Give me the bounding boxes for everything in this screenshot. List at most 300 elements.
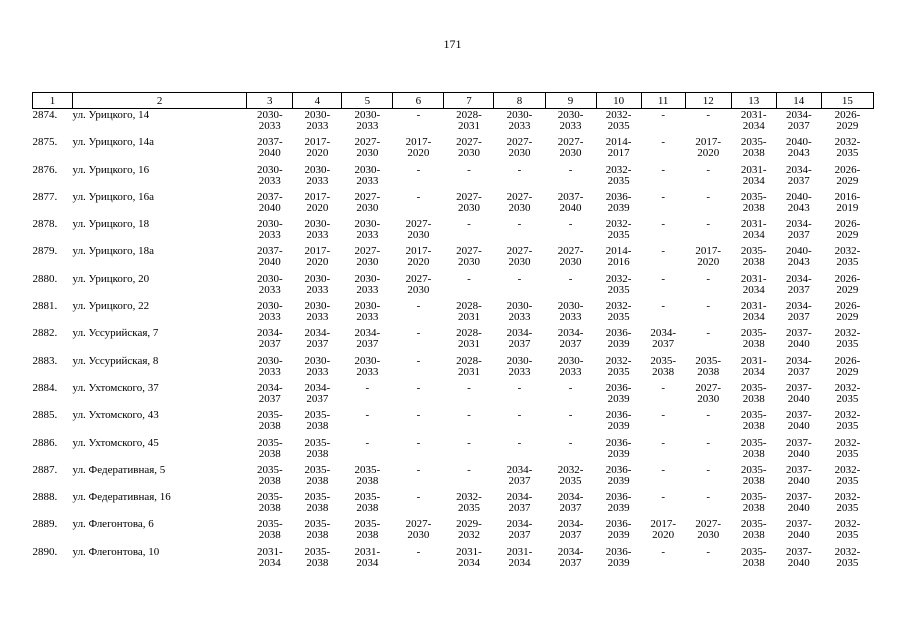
period-value: 2037- 2040 [256,245,283,269]
period-cell [731,546,776,573]
period-cell [247,191,293,218]
row-address: ул. Ухтомского, 37 [72,381,159,394]
period-value: 2031- 2034 [740,109,767,132]
period-cell [545,491,596,518]
period-cell [596,245,641,272]
period-value: 2027- 2030 [405,218,432,242]
period-value: 2032- 2035 [834,491,861,515]
period-value: 2016- 2019 [834,190,861,214]
row-address: ул. Ухтомского, 43 [72,409,159,422]
period-cell [821,245,873,272]
row-address: ул. Флегонтова, 10 [72,545,160,558]
period-value: 2036- 2039 [605,381,632,405]
period-cell [596,355,641,382]
period-value: 2030- 2033 [256,163,283,187]
column-header: 10 [596,93,641,109]
period-cell [821,437,873,464]
period-value: 2030- 2033 [304,218,331,242]
period-cell [821,409,873,436]
row-address: ул. Флегонтова, 6 [72,518,154,531]
period-cell [494,437,545,464]
period-cell [494,164,545,191]
period-value: 2030- 2033 [256,272,283,296]
period-value: 2034- 2037 [557,491,584,515]
period-cell [685,218,731,245]
period-value: - [467,463,471,476]
period-cell [393,136,444,163]
period-cell [545,164,596,191]
column-header: 1 [33,93,73,109]
period-cell [821,518,873,545]
period-value: - [416,109,421,121]
period-value: 2032- 2035 [834,327,861,351]
period-value: 2035- 2038 [354,491,381,515]
period-cell [545,355,596,382]
period-cell [545,546,596,573]
period-cell [596,218,641,245]
period-value: - [706,463,711,476]
period-cell [776,327,821,354]
period-value: 2028- 2031 [456,109,482,132]
period-cell [393,218,444,245]
period-cell [776,382,821,409]
period-cell [247,355,293,382]
period-cell [821,382,873,409]
period-value: - [706,491,711,504]
period-value: 2036- 2039 [605,491,632,515]
period-value: 2036- 2039 [605,518,632,542]
period-value: 2035- 2038 [740,463,767,487]
period-value: 2036- 2039 [605,463,632,487]
period-cell [247,273,293,300]
period-value: 2031- 2034 [740,300,767,324]
period-cell [685,491,731,518]
period-value: - [661,218,665,231]
period-value: 2035- 2038 [256,436,283,460]
period-value: - [365,436,370,449]
period-cell [545,218,596,245]
period-value: 2035- 2038 [304,518,331,542]
period-value: - [416,381,421,394]
period-cell [444,464,494,491]
table-header-row [33,93,874,109]
period-value: 2034- 2037 [506,327,533,351]
period-cell [776,518,821,545]
period-value: 2036- 2039 [605,409,632,433]
period-cell [494,355,545,382]
period-value: - [467,163,471,176]
period-value: 2032- 2035 [557,463,584,487]
period-cell [776,245,821,272]
period-value: 2035- 2038 [740,409,767,433]
period-cell [247,164,293,191]
period-value: - [661,272,665,285]
period-value: 2027- 2030 [456,136,482,160]
period-cell [545,409,596,436]
period-cell [776,191,821,218]
period-cell [596,300,641,327]
period-cell [494,273,545,300]
period-cell [545,464,596,491]
period-cell [596,136,641,163]
period-value: 2034- 2037 [506,518,533,542]
period-cell [342,546,393,573]
period-cell [342,518,393,545]
period-value: 2037- 2040 [256,136,283,160]
period-value: 2036- 2039 [605,545,632,569]
period-value: 2017- 2020 [304,136,331,160]
period-value: 2027- 2030 [405,518,432,542]
period-cell [342,164,393,191]
period-cell [641,245,685,272]
period-value: 2030- 2033 [256,109,283,132]
period-cell [293,136,342,163]
period-cell [444,273,494,300]
period-cell [685,109,731,137]
period-cell [641,491,685,518]
period-cell [545,437,596,464]
period-cell [444,382,494,409]
period-cell [393,273,444,300]
period-cell [545,273,596,300]
period-cell [731,164,776,191]
period-cell [444,327,494,354]
period-value: 2035- 2038 [304,491,331,515]
period-value: 2037- 2040 [557,190,584,214]
row-number: 2882. [32,327,58,340]
table-row [33,136,874,163]
period-cell [641,109,685,137]
period-cell [641,300,685,327]
period-value: 2030- 2033 [354,272,381,296]
period-value: 2035- 2038 [740,545,767,569]
period-value: 2035- 2038 [695,354,722,378]
period-value: 2035- 2038 [740,491,767,515]
period-value: 2037- 2040 [785,327,812,351]
period-cell [685,191,731,218]
period-value: - [416,354,421,367]
period-cell [393,164,444,191]
period-value: 2027- 2030 [354,245,381,269]
period-cell [494,464,545,491]
period-value: 2037- 2040 [785,409,812,433]
period-cell [776,273,821,300]
period-cell [731,355,776,382]
period-cell [444,191,494,218]
period-value: 2032- 2035 [834,463,861,487]
period-cell [444,164,494,191]
period-value: 2035- 2038 [256,518,283,542]
period-cell [342,327,393,354]
period-cell [545,518,596,545]
period-value: - [706,109,711,121]
period-cell [293,245,342,272]
period-value: 2026- 2029 [834,218,861,242]
period-value: - [416,491,421,504]
period-cell [293,382,342,409]
row-number: 2875. [32,136,58,149]
period-value: - [706,190,711,203]
page-number: 171 [443,37,462,51]
period-cell [685,409,731,436]
period-value: - [661,163,665,176]
period-value: - [517,163,522,176]
period-value: 2034- 2037 [785,109,812,132]
period-value: 2017- 2020 [695,136,722,160]
period-value: 2035- 2038 [354,463,381,487]
period-value: 2014- 2016 [605,245,632,269]
period-value: 2030- 2033 [304,354,331,378]
column-header: 13 [731,93,776,109]
period-value: 2032- 2035 [834,436,861,460]
period-cell [342,464,393,491]
period-value: 2035- 2038 [256,409,283,433]
period-cell [776,164,821,191]
period-cell [731,191,776,218]
column-header: 14 [776,93,821,109]
column-header: 12 [685,93,731,109]
row-address: ул. Урицкого, 18 [72,218,150,231]
period-value: - [568,272,573,285]
period-cell [641,327,685,354]
period-cell [494,136,545,163]
period-value: 2017- 2020 [304,245,331,269]
period-cell [393,546,444,573]
period-value: - [661,491,665,504]
period-value: 2032- 2035 [456,491,482,515]
period-value: 2037- 2040 [785,463,812,487]
table-row [33,518,874,545]
period-cell [685,518,731,545]
period-cell [776,109,821,137]
period-value: - [568,163,573,176]
period-cell [685,136,731,163]
period-cell [596,109,641,137]
period-cell [821,546,873,573]
period-cell [393,191,444,218]
period-cell [494,518,545,545]
period-cell [641,164,685,191]
period-cell [731,327,776,354]
period-cell [293,546,342,573]
row-address: ул. Урицкого, 18а [72,245,155,258]
column-header: 8 [494,93,545,109]
period-cell [444,245,494,272]
period-value: - [706,545,711,558]
period-cell [494,191,545,218]
period-value: - [416,436,421,449]
period-value: - [416,327,421,340]
period-cell [685,273,731,300]
period-cell [393,300,444,327]
row-number: 2885. [32,409,58,422]
period-value: 2031- 2034 [456,545,482,569]
period-value: - [661,381,665,394]
period-value: 2032- 2035 [834,136,861,160]
period-cell [596,546,641,573]
period-cell [247,300,293,327]
table-body [33,109,874,574]
period-cell [494,300,545,327]
period-cell [685,245,731,272]
period-cell [596,191,641,218]
column-header: 15 [821,93,873,109]
period-value: 2035- 2038 [740,136,767,160]
period-cell [444,300,494,327]
period-cell [494,245,545,272]
period-cell [731,109,776,137]
period-value: 2027- 2030 [695,381,722,405]
period-cell [776,491,821,518]
period-value: - [661,463,665,476]
period-value: 2036- 2039 [605,436,632,460]
period-cell [393,464,444,491]
period-value: 2034- 2037 [557,518,584,542]
period-cell [776,136,821,163]
period-cell [293,355,342,382]
row-address: ул. Урицкого, 16а [72,190,155,203]
period-value: 2032- 2035 [605,354,632,378]
period-value: 2030- 2033 [304,272,331,296]
period-value: 2031- 2034 [354,545,381,569]
row-address: ул. Ухтомского, 45 [72,436,159,449]
period-value: - [568,436,573,449]
period-value: - [517,272,522,285]
period-cell [444,355,494,382]
period-value: 2034- 2037 [506,491,533,515]
period-cell [444,136,494,163]
period-cell [393,437,444,464]
period-cell [247,136,293,163]
row-number: 2879. [32,245,58,258]
period-value: - [706,163,711,176]
period-value: 2027- 2030 [506,245,533,269]
row-address: ул. Федеративная, 5 [72,463,166,476]
period-cell [342,491,393,518]
period-cell [494,409,545,436]
period-value: 2031- 2034 [506,545,533,569]
period-cell [776,300,821,327]
period-value: 2037- 2040 [785,491,812,515]
row-number: 2880. [32,272,58,285]
row-number: 2883. [32,354,58,367]
period-cell [247,409,293,436]
period-cell [247,109,293,137]
period-cell [776,355,821,382]
period-cell [293,409,342,436]
row-number: 2881. [32,300,58,313]
period-value: 2032- 2035 [605,300,632,324]
period-cell [247,437,293,464]
period-cell [342,191,393,218]
period-cell [776,218,821,245]
period-cell [342,218,393,245]
table-row [33,245,874,272]
period-cell [247,218,293,245]
column-header: 5 [342,93,393,109]
period-value: 2032- 2035 [834,545,861,569]
period-value: - [416,300,421,313]
period-value: - [706,218,711,231]
period-cell [393,382,444,409]
period-cell [342,109,393,137]
period-value: 2031- 2034 [740,218,767,242]
period-value: 2030- 2033 [304,109,331,132]
column-header: 4 [293,93,342,109]
period-cell [821,464,873,491]
period-cell [342,136,393,163]
period-cell [342,409,393,436]
period-cell [342,245,393,272]
period-cell [685,464,731,491]
period-cell [293,327,342,354]
period-cell [393,327,444,354]
period-value: - [517,409,522,422]
row-address: ул. Урицкого, 22 [72,300,150,313]
period-value: 2034- 2037 [785,218,812,242]
period-cell [596,491,641,518]
period-value: 2037- 2040 [785,518,812,542]
period-value: 2026- 2029 [834,109,861,132]
period-value: 2034- 2037 [256,381,283,405]
period-value: 2034- 2037 [304,381,331,405]
period-value: 2035- 2038 [304,409,331,433]
row-address: ул. Урицкого, 14 [72,109,150,121]
row-address: ул. Уссурийская, 8 [72,354,159,367]
period-cell [393,245,444,272]
period-cell [444,518,494,545]
period-cell [444,109,494,137]
period-value: 2035- 2038 [740,436,767,460]
row-number: 2888. [32,491,58,504]
period-value: 2034- 2037 [785,163,812,187]
period-cell [293,300,342,327]
row-number: 2886. [32,436,58,449]
row-address: ул. Уссурийская, 7 [72,327,159,340]
period-cell [247,327,293,354]
period-cell [293,518,342,545]
period-cell [685,164,731,191]
period-value: 2030- 2033 [256,300,283,324]
period-cell [342,273,393,300]
period-cell [293,109,342,137]
period-cell [293,164,342,191]
period-value: 2030- 2033 [557,109,584,132]
period-cell [731,218,776,245]
period-value: - [661,190,665,203]
period-value: - [706,436,711,449]
period-cell [247,245,293,272]
period-cell [731,245,776,272]
period-value: 2036- 2039 [605,190,632,214]
row-address: ул. Урицкого, 14а [72,136,155,149]
period-cell [641,382,685,409]
period-cell [545,300,596,327]
period-cell [494,109,545,137]
period-value: - [661,436,665,449]
period-value: - [416,545,421,558]
period-value: 2027- 2030 [506,136,533,160]
row-number: 2878. [32,218,58,231]
period-value: 2027- 2030 [354,136,381,160]
period-cell [731,382,776,409]
period-cell [731,136,776,163]
period-cell [342,437,393,464]
period-value: 2035- 2038 [256,463,283,487]
period-value: 2035- 2038 [304,545,331,569]
period-value: 2030- 2033 [506,300,533,324]
period-cell [494,327,545,354]
